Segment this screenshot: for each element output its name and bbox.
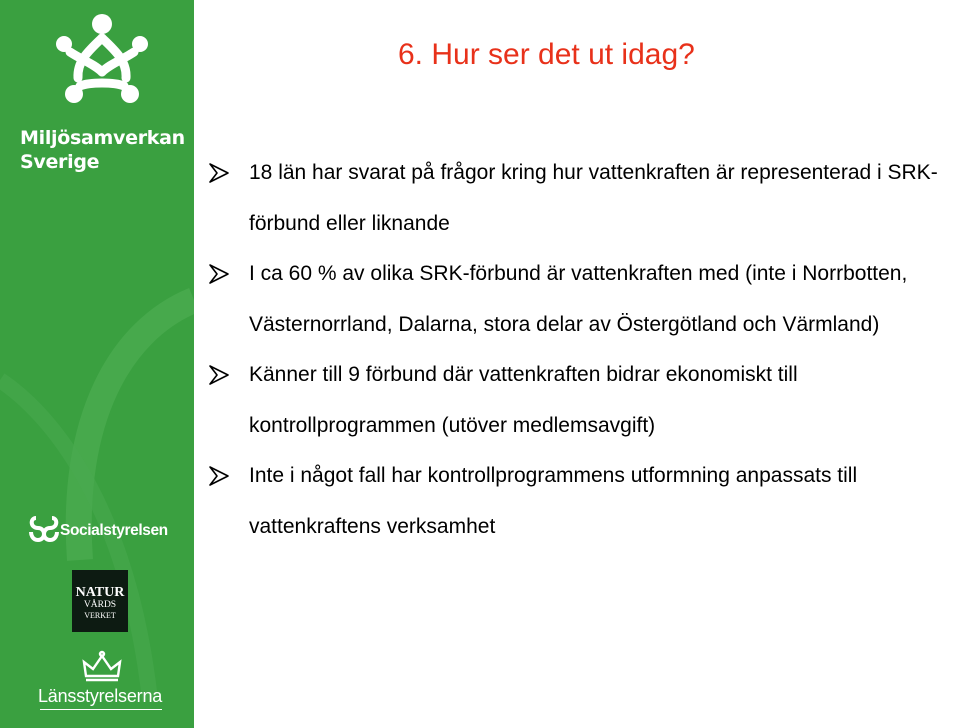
arrow-bullet-icon [208, 364, 230, 386]
socialstyrelsen-logo-icon [28, 514, 60, 544]
brand-name [20, 126, 185, 174]
brand-line-1: Miljösamverkan [20, 127, 185, 149]
arrow-bullet-icon [208, 465, 230, 487]
bullet-item [206, 148, 960, 249]
socialstyrelsen-label: Socialstyrelsen [60, 522, 168, 539]
crown-icon [80, 650, 124, 684]
bullet-text: Känner till 9 förbund där vattenkraften bidrar ekonomiskt till kontrollprogrammen (utöver medlemsavgift) [249, 363, 798, 437]
sidebar [0, 0, 194, 728]
naturvardsverket-line-1: NATUR [75, 585, 125, 600]
brand-line-2: Sverige [20, 151, 100, 173]
arrow-bullet-icon [208, 263, 230, 285]
lansstyrelserna-label: Länsstyrelserna [38, 686, 163, 706]
miljosamverkan-logo-icon [42, 12, 162, 117]
bullet-item [206, 451, 960, 552]
slide-title: 6. Hur ser det ut idag? [398, 38, 695, 71]
naturvardsverket-line-2: VÅRDS [83, 600, 117, 610]
bullet-item [206, 249, 960, 350]
arrow-bullet-icon [208, 162, 230, 184]
naturvardsverket-line-3: VERKET [84, 611, 116, 620]
naturvardsverket-logo [72, 570, 128, 632]
bullet-list [206, 148, 960, 552]
bullet-text: I ca 60 % av olika SRK-förbund är vattenkraften med (inte i Norrbotten, Västernorrland, Dalarna, stora delar av Östergötland och Värmland) [249, 262, 908, 336]
bullet-text: 18 län har svarat på frågor kring hur vattenkraften är representerad i SRK-förbund eller liknande [249, 161, 938, 235]
lansstyrelserna-underline [40, 709, 162, 710]
bullet-item [206, 350, 960, 451]
bullet-text: Inte i något fall har kontrollprogrammens utformning anpassats till vattenkraftens verksamhet [249, 464, 858, 538]
